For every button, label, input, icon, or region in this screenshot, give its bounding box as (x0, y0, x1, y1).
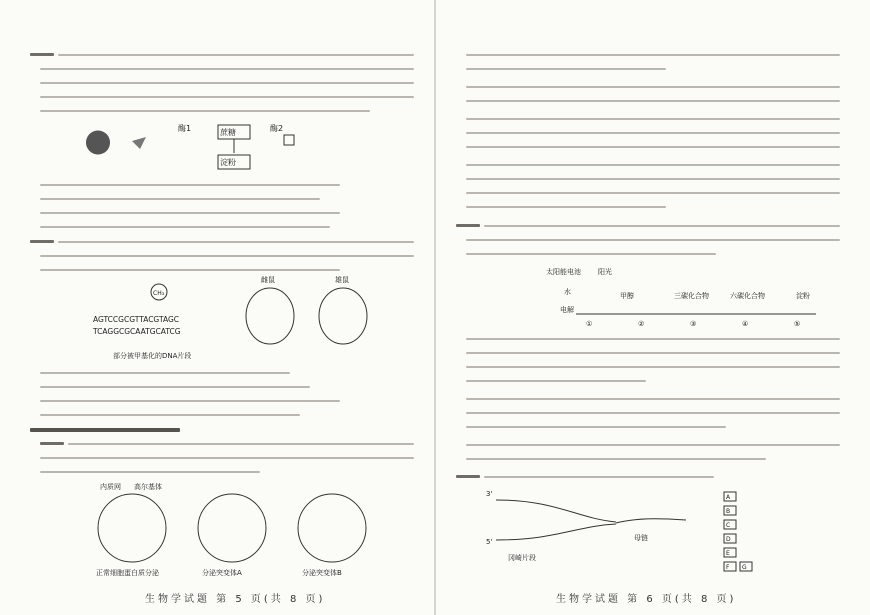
text-line (40, 255, 414, 257)
page-footer: 生物学试题 第 5 页(共 8 页) (145, 594, 326, 605)
electrolysis-label: 电解 (560, 306, 574, 314)
text-line (40, 184, 340, 186)
text-line (40, 198, 320, 200)
text-line (484, 225, 840, 227)
text-line (40, 400, 340, 402)
q19-dna-replication-diagram (486, 488, 816, 580)
node-g: G (742, 564, 747, 571)
sucrose-label: 蔗糖 (220, 128, 236, 137)
node-c: C (726, 522, 731, 529)
panel-mutant-a-caption: 分泌突变体A (202, 569, 242, 577)
text-line (466, 444, 840, 446)
starch-label: 淀粉 (220, 158, 236, 167)
question-number (30, 53, 54, 56)
golgi-label: 高尔基体 (134, 483, 162, 491)
text-line (466, 146, 840, 148)
text-line (40, 471, 260, 473)
text-line (466, 398, 840, 400)
step-3: ③ (690, 320, 697, 328)
strand-end-3: 3' (486, 490, 493, 498)
text-line (466, 68, 666, 70)
panel-normal-caption: 正常细胞蛋白质分泌 (96, 569, 159, 577)
er-label: 内质网 (100, 483, 121, 491)
text-line (466, 164, 840, 166)
methanol-label: 甲醇 (620, 292, 634, 300)
female-mouse-label: 雌鼠 (261, 276, 275, 284)
text-line (466, 352, 840, 354)
text-line (40, 386, 310, 388)
step-4: ④ (742, 320, 749, 328)
text-line (466, 178, 840, 180)
text-line (466, 118, 840, 120)
node-a: A (726, 494, 731, 501)
text-line (466, 426, 726, 428)
text-line (40, 269, 340, 271)
dna-sequence-bottom: TCAGGCGCAATGCATCG (93, 327, 181, 336)
page-footer: 生物学试题 第 6 页(共 8 页) (556, 594, 737, 605)
section-heading (30, 428, 180, 432)
step-2: ② (638, 320, 645, 328)
text-line (466, 100, 840, 102)
strand-end-5: 5' (486, 538, 493, 546)
enzyme2-label: 酶2 (270, 124, 284, 133)
panel-mutant-b-caption: 分泌突变体B (302, 569, 342, 577)
q17-secretion-mutant-diagram (80, 483, 380, 578)
text-line (58, 54, 414, 56)
mother-strand-label: 母链 (634, 534, 648, 542)
text-line (466, 338, 840, 340)
okazaki-label: 冈崎片段 (508, 554, 536, 562)
node-e: E (726, 550, 730, 557)
step-1: ① (586, 320, 593, 328)
water-label: 水 (564, 288, 571, 296)
step-5: ⑤ (794, 320, 801, 328)
text-line (58, 241, 414, 243)
male-mouse-label: 雄鼠 (335, 276, 349, 284)
six-carbon-label: 六碳化合物 (730, 292, 765, 300)
ch3-label: CH₃ (153, 290, 165, 297)
text-line (40, 82, 414, 84)
text-line (466, 458, 766, 460)
text-line (466, 366, 840, 368)
text-line (466, 380, 646, 382)
text-line (466, 206, 666, 208)
starch-label: 淀粉 (796, 292, 810, 300)
text-line (466, 54, 840, 56)
solar-panel-label: 太阳能电池 (546, 268, 581, 276)
dna-fragment-caption: 部分被甲基化的DNA片段 (113, 352, 192, 360)
text-line (466, 86, 840, 88)
question-number (40, 442, 64, 445)
text-line (40, 372, 290, 374)
enzyme1-label: 酶1 (178, 124, 192, 133)
text-line (484, 476, 714, 478)
question-number (30, 240, 54, 243)
q16-dna-methylation-diagram (85, 278, 385, 370)
exam-page-right (436, 0, 870, 615)
text-line (40, 96, 414, 98)
text-line (466, 253, 716, 255)
text-line (40, 226, 330, 228)
text-line (40, 68, 414, 70)
text-line (466, 412, 840, 414)
text-line (40, 212, 340, 214)
dna-sequence-top: AGTCCGCGTTACGTAGC (93, 315, 180, 324)
text-line (466, 239, 840, 241)
node-f: F (726, 564, 730, 571)
question-number (456, 475, 480, 478)
text-line (466, 132, 840, 134)
q15-gene-pathway-diagram (70, 115, 390, 177)
node-d: D (726, 536, 731, 543)
question-number (456, 224, 480, 227)
node-b: B (726, 508, 731, 515)
q18-artificial-starch-pathway (546, 264, 836, 330)
text-line (40, 457, 414, 459)
three-carbon-label: 三碳化合物 (674, 292, 709, 300)
text-line (68, 443, 414, 445)
exam-page-left (0, 0, 434, 615)
text-line (40, 414, 300, 416)
text-line (40, 110, 370, 112)
text-line (466, 192, 840, 194)
sunlight-label: 阳光 (598, 268, 612, 276)
